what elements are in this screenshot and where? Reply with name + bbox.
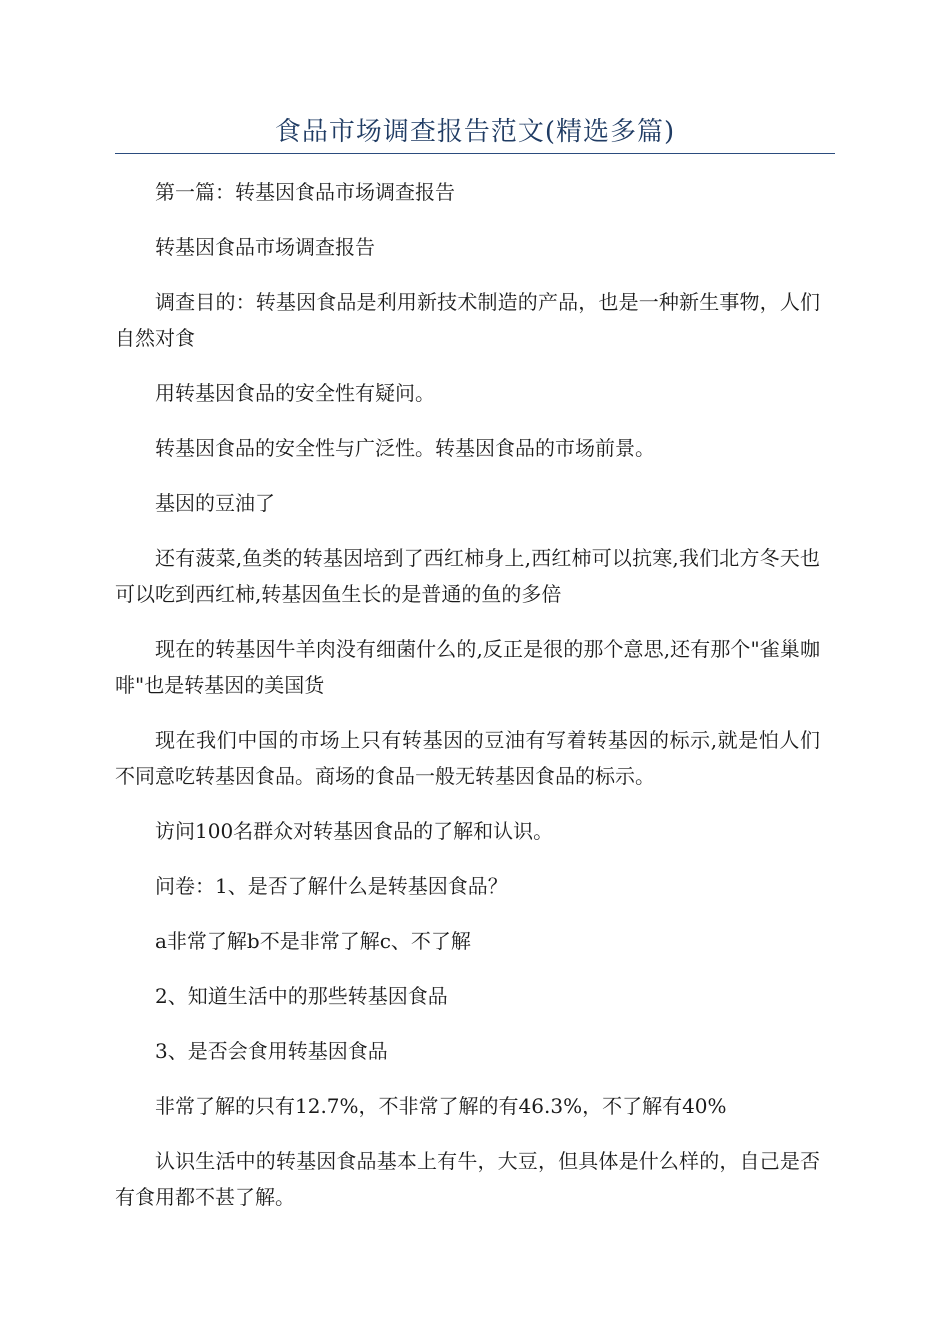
paragraph-question-2: 2、知道生活中的那些转基因食品 — [155, 984, 448, 1008]
title-underline — [115, 153, 835, 154]
paragraph: 用转基因食品的安全性有疑问。 — [155, 381, 435, 405]
paragraph: 访问100名群众对转基因食品的了解和认识。 — [155, 819, 554, 843]
paragraph-section-heading: 第一篇：转基因食品市场调查报告 — [155, 180, 455, 204]
paragraph-question-3: 3、是否会食用转基因食品 — [155, 1039, 388, 1063]
paragraph: 现在的转基因牛羊肉没有细菌什么的,反正是很的那个意思,还有那个"雀巢咖啡"也是转基因的美国货 — [115, 637, 820, 697]
document-title: 食品市场调查报告范文(精选多篇) — [274, 117, 676, 147]
document-body — [115, 174, 820, 1234]
paragraph: 还有菠菜,鱼类的转基因培到了西红柿身上,西红柿可以抗寒,我们北方冬天也可以吃到西红柿,转基因鱼生长的是普通的鱼的多倍 — [115, 546, 820, 606]
paragraph: 转基因食品的安全性与广泛性。转基因食品的市场前景。 — [155, 436, 655, 460]
paragraph-questionnaire: 问卷：1、是否了解什么是转基因食品？ — [155, 874, 508, 898]
paragraph-purpose: 调查目的：转基因食品是利用新技术制造的产品，也是一种新生事物，人们自然对食 — [115, 290, 820, 350]
paragraph: 基因的豆油了 — [155, 491, 275, 515]
paragraph-results: 非常了解的只有12.7%，不非常了解的有46.3%，不了解有40% — [155, 1094, 727, 1118]
paragraph-options: a非常了解b不是非常了解c、不了解 — [155, 929, 471, 953]
paragraph: 认识生活中的转基因食品基本上有牛，大豆，但具体是什么样的，自己是否有食用都不甚了解。 — [115, 1149, 820, 1209]
paragraph: 现在我们中国的市场上只有转基因的豆油有写着转基因的标示,就是怕人们不同意吃转基因食品。商场的食品一般无转基因食品的标示。 — [115, 728, 820, 788]
paragraph-report-title: 转基因食品市场调查报告 — [155, 235, 375, 259]
